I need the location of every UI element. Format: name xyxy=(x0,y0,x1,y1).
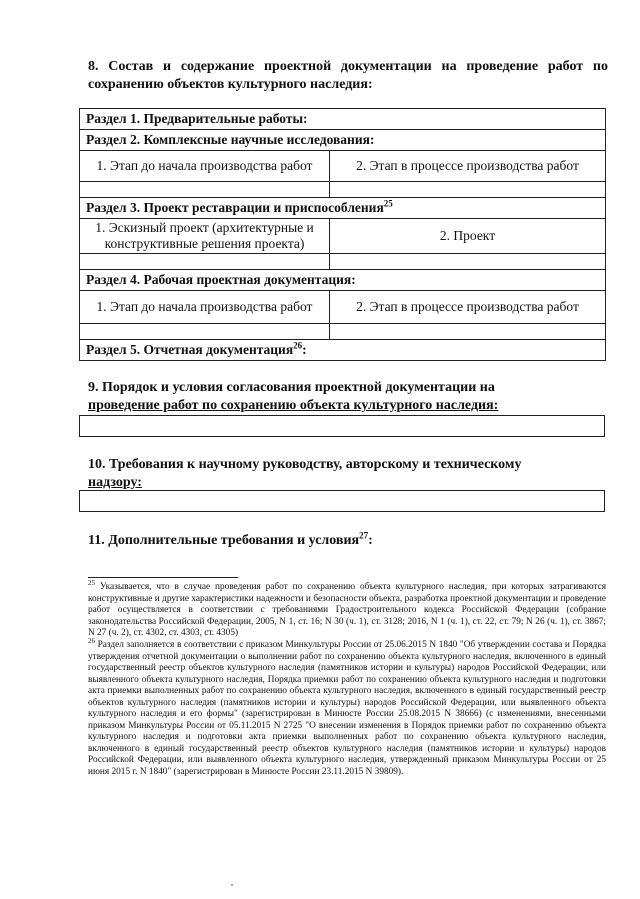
footnote-number: 26 xyxy=(88,636,95,645)
table-row xyxy=(80,109,606,130)
footnote-ref-25: 25 xyxy=(383,198,393,209)
section-8-title-line1: 8. Состав и содержание проектной документации на проведение работ по xyxy=(88,59,608,74)
footnote-text: Указывается, что в случае проведения работ по сохранению объекта культурного наследия, при которых затрагиваются конструктивные и другие характеристики надежности и безопасности объекта, разработка проектной документации и проведение работ осуществляется в соответствии с требованиями Градостроительного кодекса Российской Федерации (собрание законодательства Российской Федерации, 2005, N 1, ст. 16; N 30 (ч. 1), ст. 3128; 2016, N 1 (ч. 1), ст. 22, ст. 79; N 26 (ч. 1), ст. 3867; N 27 (ч. 2), ст. 4302, ст. 4303, ст. 4305) xyxy=(88,582,606,638)
razdel-4-stage-2: 2. Этап в процессе производства работ xyxy=(330,291,606,324)
table-row xyxy=(80,198,606,219)
razdel-2-stage-1: 1. Этап до начала производства работ xyxy=(80,151,330,182)
empty-cell[interactable] xyxy=(80,254,330,270)
scan-speck xyxy=(231,884,233,886)
footnote-text: Раздел заполняется в соответствии с приказом Минкультуры России от 25.06.2015 N 1840 "Об утверждении состава и Порядка утверждения отчетной документации о выполнении работ по сохранению объекта культурного наследия, включенного в единый государственный реестр объектов культурного наследия (памятников истории и культуры) народов Российской Федерации, или выявленного объекта культурного наследия, Порядка приемки работ по сохранению объекта культурного наследия и подготовки акта приемки выполненных работ по сохранению объекта культурного наследия, включенного в единый государственный реестр объектов культурного наследия (памятников истории и культуры) народов Российской Федерации, или выявленного объекта культурного наследия и его формы" (зарегистрирован в Минюсте России 25.08.2015 N 38666) (с изменениями, внесенными приказом Минкультуры России от 05.11.2015 N 2725 "О внесении изменения в Порядок приемки работ по сохранению объекта культурного наследия и подготовки акта приемки выполненных работ по сохранению объекта культурного наследия, включенного в единый государственный реестр объектов культурного наследия (памятников истории и культуры) народов Российской Федерации, или выявленного объекта культурного наследия, утвержденный приказом Минкультуры России от 25 июня 2015 г. N 1840" (зарегистрирован в Минюсте России 23.11.2015 N 39809). xyxy=(88,640,606,777)
razdel-3-stage-2: 2. Проект xyxy=(330,219,606,254)
table-row: Раздел 5. Отчетная документация$^{26}$: xyxy=(80,340,606,361)
section-8-title-line2: сохранению объектов культурного наследия: xyxy=(88,77,373,92)
section-8-heading xyxy=(88,58,608,94)
razdel-2-label: Раздел 2. Комплексные научные исследования: xyxy=(86,132,375,147)
razdel-1-label: Раздел 1. Предварительные работы: xyxy=(86,111,308,126)
table-row xyxy=(80,130,606,151)
footnote-26 xyxy=(88,636,606,778)
razdel-2-stage-2: 2. Этап в процессе производства работ xyxy=(330,151,606,182)
footnote-number: 25 xyxy=(88,578,95,587)
empty-cell[interactable] xyxy=(330,182,606,198)
section-10-title-line1: 10. Требования к научному руководству, авторскому и техническому xyxy=(88,457,522,472)
empty-cell[interactable] xyxy=(80,182,330,198)
footnote-separator xyxy=(88,577,238,578)
section-10-input-box[interactable] xyxy=(79,490,605,512)
razdel-3-label: Раздел 3. Проект реставрации и приспособления xyxy=(86,200,384,215)
footnote-25 xyxy=(88,578,606,640)
footnote-ref-27: 27 xyxy=(359,530,369,541)
section-11-title: 11. Дополнительные требования и условия xyxy=(88,533,360,548)
section-10-title-line2: надзору: xyxy=(88,475,142,490)
section-10-heading xyxy=(88,456,608,492)
section-9-heading xyxy=(88,379,608,415)
empty-cell[interactable] xyxy=(330,324,606,340)
razdel-5-label: Раздел 5. Отчетная документация xyxy=(86,342,294,357)
section-9-input-box[interactable] xyxy=(79,415,605,437)
table-row xyxy=(80,270,606,291)
section-11-heading: 11. Дополнительные требования и условия$^{27}$: xyxy=(88,530,373,548)
empty-cell[interactable] xyxy=(330,254,606,270)
razdel-3-stage-1: 1. Эскизный проект (архитектурные и конструктивные решения проекта) xyxy=(80,219,330,254)
footnotes xyxy=(88,578,606,779)
razdel-4-stage-1: 1. Этап до начала производства работ xyxy=(80,291,330,324)
empty-cell[interactable] xyxy=(80,324,330,340)
documentation-table xyxy=(79,108,606,361)
section-9-title-line1: 9. Порядок и условия согласования проектной документации на xyxy=(88,380,495,395)
footnote-ref-26: 26 xyxy=(293,340,303,351)
razdel-4-label: Раздел 4. Рабочая проектная документация: xyxy=(86,272,356,287)
section-9-title-line2: проведение работ по сохранению объекта культурного наследия: xyxy=(88,398,499,413)
